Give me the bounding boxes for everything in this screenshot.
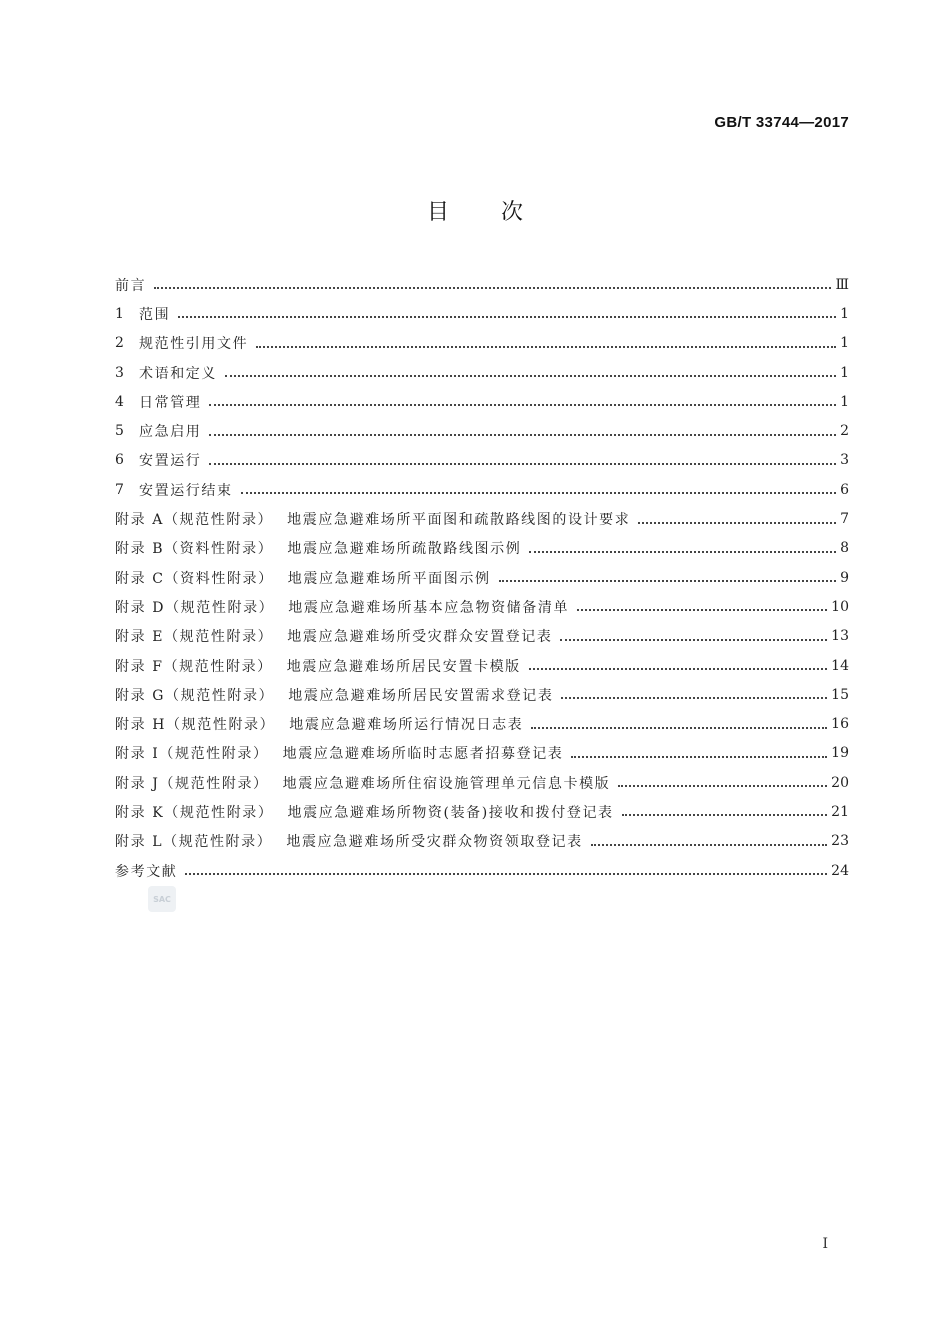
- toc-entry[interactable]: [115, 592, 849, 621]
- table-of-contents: [115, 270, 849, 885]
- sac-watermark-logo: SAC: [148, 886, 176, 912]
- toc-entry-label: [139, 304, 170, 324]
- toc-leader-dots: [225, 374, 836, 377]
- toc-entry[interactable]: [115, 651, 849, 680]
- toc-entry-page: 23: [831, 833, 849, 850]
- toc-entry-label: [115, 626, 552, 646]
- toc-entry-page: 8: [840, 540, 849, 557]
- toc-entry-page: 1: [840, 364, 849, 381]
- toc-entry-label: [115, 802, 614, 822]
- toc-entry[interactable]: [115, 358, 849, 387]
- toc-leader-dots: [560, 638, 827, 641]
- toc-entry-page: 1: [840, 335, 849, 352]
- toc-entry-title: 地震应急避难场所平面图和疏散路线图的设计要求: [287, 512, 631, 529]
- toc-entry-number: 2: [115, 335, 126, 352]
- toc-entry-label: [115, 685, 553, 705]
- toc-leader-dots: [571, 755, 827, 758]
- toc-entry-annex: 附录 G（规范性附录）: [115, 687, 275, 704]
- toc-leader-dots: [529, 550, 836, 553]
- toc-entry-label: [139, 421, 201, 441]
- toc-entry-title: 地震应急避难场所运行情况日志表: [289, 717, 524, 734]
- toc-entry-page: 20: [831, 774, 849, 791]
- toc-entry[interactable]: [115, 387, 849, 416]
- standard-code: GB/T 33744—2017: [714, 114, 849, 131]
- toc-entry-label: [115, 831, 583, 851]
- toc-entry-label: [115, 509, 630, 529]
- toc-leader-dots: [561, 696, 827, 699]
- toc-entry-annex: 附录 B（资料性附录）: [115, 541, 274, 558]
- toc-entry-label: [139, 333, 248, 353]
- toc-entry-label: [115, 597, 569, 617]
- toc-entry[interactable]: [115, 739, 849, 768]
- toc-entry-annex: 附录 H（规范性附录）: [115, 717, 276, 734]
- toc-entry-page: 15: [831, 686, 849, 703]
- toc-entry-number: 1: [115, 305, 126, 322]
- toc-title-char-2: 次: [501, 200, 524, 225]
- toc-entry-annex: 附录 D（规范性附录）: [115, 599, 275, 616]
- toc-leader-dots: [531, 726, 827, 729]
- toc-leader-dots: [241, 491, 836, 494]
- toc-entry-title: 地震应急避难场所平面图示例: [287, 570, 491, 587]
- toc-entry[interactable]: [115, 416, 849, 445]
- toc-entry-label: [115, 714, 523, 734]
- toc-entry-page: 13: [831, 628, 849, 645]
- toc-leader-dots: [209, 403, 836, 406]
- toc-leader-dots: [591, 843, 827, 846]
- toc-entry-label: [139, 480, 233, 500]
- toc-entry-number: 7: [115, 481, 126, 498]
- toc-leader-dots: [499, 579, 837, 582]
- toc-entry-label: [115, 861, 177, 881]
- toc-entry-page: 2: [840, 423, 849, 440]
- toc-entry-title: 前言: [115, 277, 147, 294]
- toc-entry-title: 地震应急避难场所居民安置需求登记表: [288, 687, 554, 704]
- toc-leader-dots: [154, 286, 831, 289]
- toc-entry-title: 地震应急避难场所物资(装备)接收和拨付登记表: [287, 804, 614, 821]
- toc-entry-title: 应急启用: [139, 424, 202, 441]
- toc-entry-title: 安置运行: [139, 453, 202, 470]
- toc-leader-dots: [638, 521, 836, 524]
- page-number: I: [822, 1236, 828, 1252]
- toc-entry-label: [115, 275, 146, 295]
- toc-entry[interactable]: [115, 680, 849, 709]
- toc-entry-title: 术语和定义: [139, 365, 217, 382]
- toc-entry-page: 19: [831, 745, 849, 762]
- toc-leader-dots: [622, 813, 828, 816]
- toc-entry[interactable]: [115, 446, 849, 475]
- toc-entry-title: 地震应急避难场所居民安置卡模版: [286, 658, 521, 675]
- toc-entry-label: [139, 450, 201, 470]
- toc-leader-dots: [529, 667, 827, 670]
- toc-entry-title: 地震应急避难场所住宿设施管理单元信息卡模版: [282, 775, 611, 792]
- toc-leader-dots: [618, 784, 827, 787]
- toc-leader-dots: [185, 872, 827, 875]
- toc-entry-page: 21: [831, 803, 849, 820]
- toc-entry-title: 地震应急避难场所基本应急物资储备清单: [288, 599, 570, 616]
- toc-entry[interactable]: [115, 797, 849, 826]
- toc-entry[interactable]: [115, 534, 849, 563]
- toc-entry[interactable]: [115, 270, 849, 299]
- toc-entry[interactable]: [115, 827, 849, 856]
- toc-title: [0, 195, 950, 226]
- toc-entry[interactable]: [115, 475, 849, 504]
- toc-entry-title: 参考文献: [115, 863, 178, 880]
- toc-entry-page: 6: [840, 481, 849, 498]
- toc-entry-page: 24: [831, 862, 849, 879]
- toc-leader-dots: [256, 345, 836, 348]
- toc-entry-page: 1: [840, 393, 849, 410]
- toc-entry[interactable]: [115, 329, 849, 358]
- toc-entry-number: 3: [115, 364, 126, 381]
- toc-entry-page: Ⅲ: [835, 276, 849, 293]
- toc-entry-page: 10: [831, 598, 849, 615]
- toc-entry-annex: 附录 C（资料性附录）: [115, 570, 274, 587]
- toc-entry-page: 3: [840, 452, 849, 469]
- toc-entry-annex: 附录 A（规范性附录）: [115, 512, 274, 529]
- toc-entry[interactable]: [115, 563, 849, 592]
- toc-leader-dots: [178, 315, 836, 318]
- toc-entry-title: 地震应急避难场所受灾群众物资领取登记表: [286, 834, 583, 851]
- toc-entry-number: 6: [115, 452, 126, 469]
- toc-entry-label: [139, 363, 217, 383]
- toc-entry-title: 地震应急避难场所受灾群众安置登记表: [287, 629, 553, 646]
- toc-entry-annex: 附录 F（规范性附录）: [115, 658, 273, 675]
- toc-entry-annex: 附录 K（规范性附录）: [115, 804, 274, 821]
- toc-entry-number: 4: [115, 393, 126, 410]
- toc-entry-page: 14: [831, 657, 849, 674]
- toc-entry-page: 1: [840, 305, 849, 322]
- toc-entry-annex: 附录 L（规范性附录）: [115, 834, 273, 851]
- toc-entry-page: 7: [840, 511, 849, 528]
- toc-entry[interactable]: [115, 622, 849, 651]
- toc-entry[interactable]: [115, 709, 849, 738]
- toc-entry-label: [115, 743, 563, 763]
- toc-entry[interactable]: [115, 856, 849, 885]
- toc-leader-dots: [577, 608, 827, 611]
- toc-title-char-1: 目: [426, 200, 449, 225]
- toc-entry-title: 范围: [139, 306, 171, 323]
- toc-entry[interactable]: [115, 768, 849, 797]
- toc-entry-annex: 附录 J（规范性附录）: [115, 775, 269, 792]
- toc-entry-number: 5: [115, 423, 126, 440]
- toc-entry-title: 安置运行结束: [139, 482, 233, 499]
- toc-entry-title: 规范性引用文件: [139, 336, 249, 353]
- toc-entry-title: 地震应急避难场所疏散路线图示例: [287, 541, 522, 558]
- toc-entry-page: 9: [840, 569, 849, 586]
- toc-entry-page: 16: [831, 716, 849, 733]
- toc-entry-label: [115, 773, 610, 793]
- toc-entry-title: 日常管理: [139, 394, 202, 411]
- toc-entry-label: [115, 656, 521, 676]
- toc-entry[interactable]: [115, 299, 849, 328]
- toc-entry-title: 地震应急避难场所临时志愿者招募登记表: [282, 746, 564, 763]
- toc-leader-dots: [209, 462, 836, 465]
- toc-entry[interactable]: [115, 504, 849, 533]
- toc-entry-label: [115, 568, 491, 588]
- toc-leader-dots: [209, 433, 836, 436]
- toc-entry-annex: 附录 I（规范性附录）: [115, 746, 269, 763]
- toc-entry-label: [139, 392, 201, 412]
- toc-entry-annex: 附录 E（规范性附录）: [115, 629, 274, 646]
- toc-entry-label: [115, 538, 521, 558]
